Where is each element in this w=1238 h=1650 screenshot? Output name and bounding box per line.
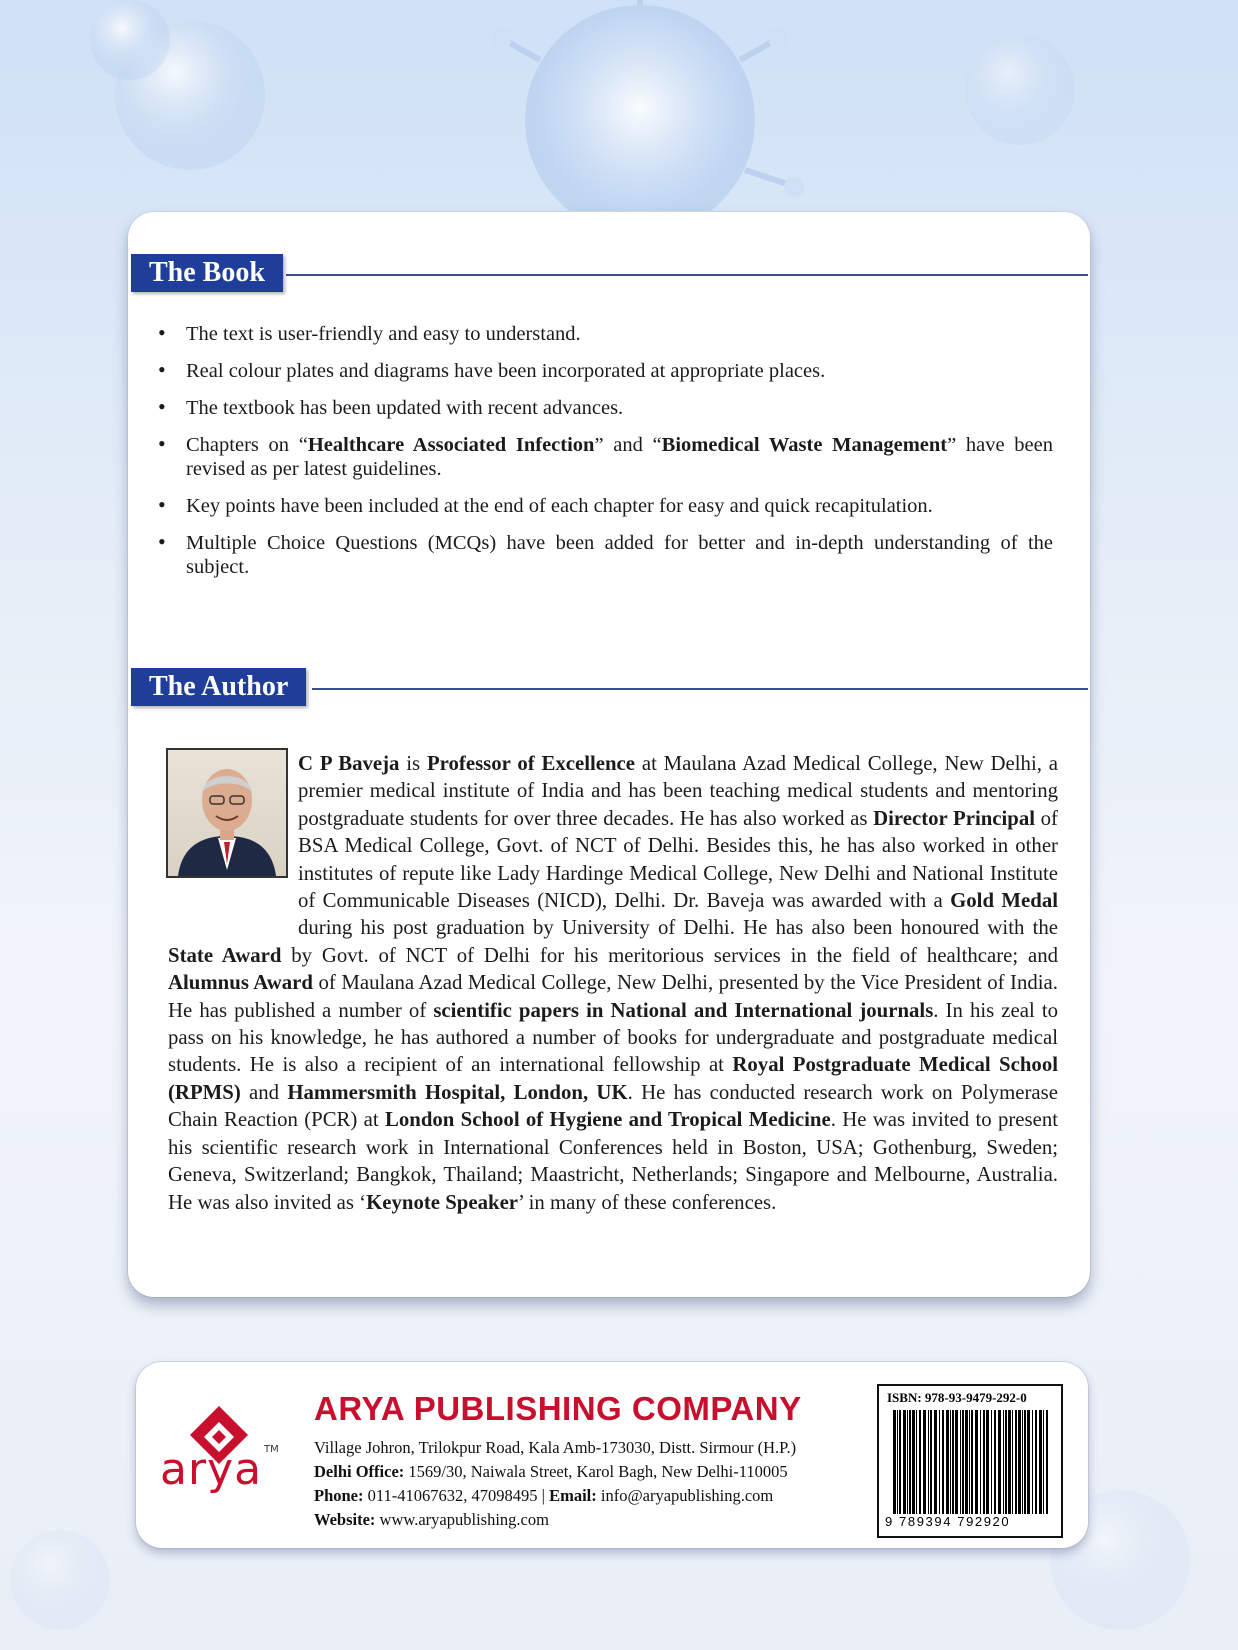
book-feature-item: • Key points have been included at the end of each chapter for easy and quick recapitulation. xyxy=(158,494,1053,518)
book-feature-item: • The textbook has been updated with recent advances. xyxy=(158,396,1053,420)
book-feature-item: • Multiple Choice Questions (MCQs) have been added for better and in-depth understanding of the subject. xyxy=(158,531,1053,579)
isbn-digits: 9 789394 792920 xyxy=(885,1514,1011,1529)
publisher-address: Village Johron, Trilokpur Road, Kala Amb-173030, Distt. Sirmour (H.P.) xyxy=(314,1438,797,1457)
book-feature-item: • Real colour plates and diagrams have been incorporated at appropriate places. xyxy=(158,359,1053,383)
logo-wordmark: arya xyxy=(160,1444,263,1495)
book-section-header xyxy=(128,254,1090,292)
publisher-footer xyxy=(136,1362,1088,1548)
delhi-office-line: Delhi Office: 1569/30, Naiwala Street, Karol Bagh, New Delhi-110005 xyxy=(314,1462,788,1481)
author-heading: The Author xyxy=(131,668,306,706)
book-heading: The Book xyxy=(131,254,283,292)
author-section-header xyxy=(128,668,1090,706)
book-heading-rule xyxy=(286,274,1088,276)
isbn-barcode-box xyxy=(877,1384,1063,1538)
book-feature-item: • Chapters on “Healthcare Associated Infection” and “Biomedical Waste Management” have been revised as per latest guidelines. xyxy=(158,433,1053,481)
website-line: Website: www.aryapublishing.com xyxy=(314,1510,549,1529)
email-link[interactable]: info@aryapublishing.com xyxy=(596,1486,774,1505)
phone-email-line: Phone: 011-41067632, 47098495 | Email: info@aryapublishing.com xyxy=(314,1486,774,1505)
author-heading-rule xyxy=(312,688,1088,690)
website-link[interactable]: www.aryapublishing.com xyxy=(375,1510,549,1529)
author-biography: C P Baveja is Professor of Excellence at Maulana Azad Medical College, New Delhi, a premier medical institute of India and has been teaching medical students and mentoring postgraduate students for over three decades. He has also worked as Director Principal of BSA Medical College, Govt. of NCT of Delhi. Besides this, he has also worked in other institutes of repute like Lady Hardinge Medical College, New Delhi and National Institute of Communicable Diseases (NICD), Delhi. Dr. Baveja was awarded with a Gold Medal during his post graduation by University of Delhi. He has also been honoured with the State Award by Govt. of NCT of Delhi for his meritorious services in the field of healthcare; and Alumnus Award of Maulana Azad Medical College, New Delhi, presented by the Vice President of India. He has published a number of scientific papers in National and International journals. In his zeal to pass on his knowledge, he has authored a number of books for undergraduate and postgraduate medical students. He is also a recipient of an international fellowship at Royal Postgraduate Medical School (RPMS) and Hammersmith Hospital, London, UK. He has conducted research work on Polymerase Chain Reaction (PCR) at London School of Hygiene and Tropical Medicine. He was invited to present his scientific research work in International Conferences held in Boston, USA; Gothenburg, Sweden; Geneva, Switzerland; Bangkok, Thailand; Maastricht, Netherlands; Singapore and Melbourne, Australia. He was also invited as ‘Keynote Speaker’ in many of these conferences. xyxy=(168,752,1059,1214)
barcode-icon xyxy=(891,1410,1053,1514)
publisher-name: ARYA PUBLISHING COMPANY xyxy=(314,1390,802,1427)
publisher-contact xyxy=(314,1436,796,1532)
isbn-label: ISBN: 978-93-9479-292-0 xyxy=(887,1390,1027,1405)
content-panel xyxy=(128,212,1090,1297)
book-feature-list xyxy=(158,322,1053,592)
book-feature-item: • The text is user-friendly and easy to understand. xyxy=(158,322,1053,346)
logo-trademark: TM xyxy=(264,1444,279,1455)
